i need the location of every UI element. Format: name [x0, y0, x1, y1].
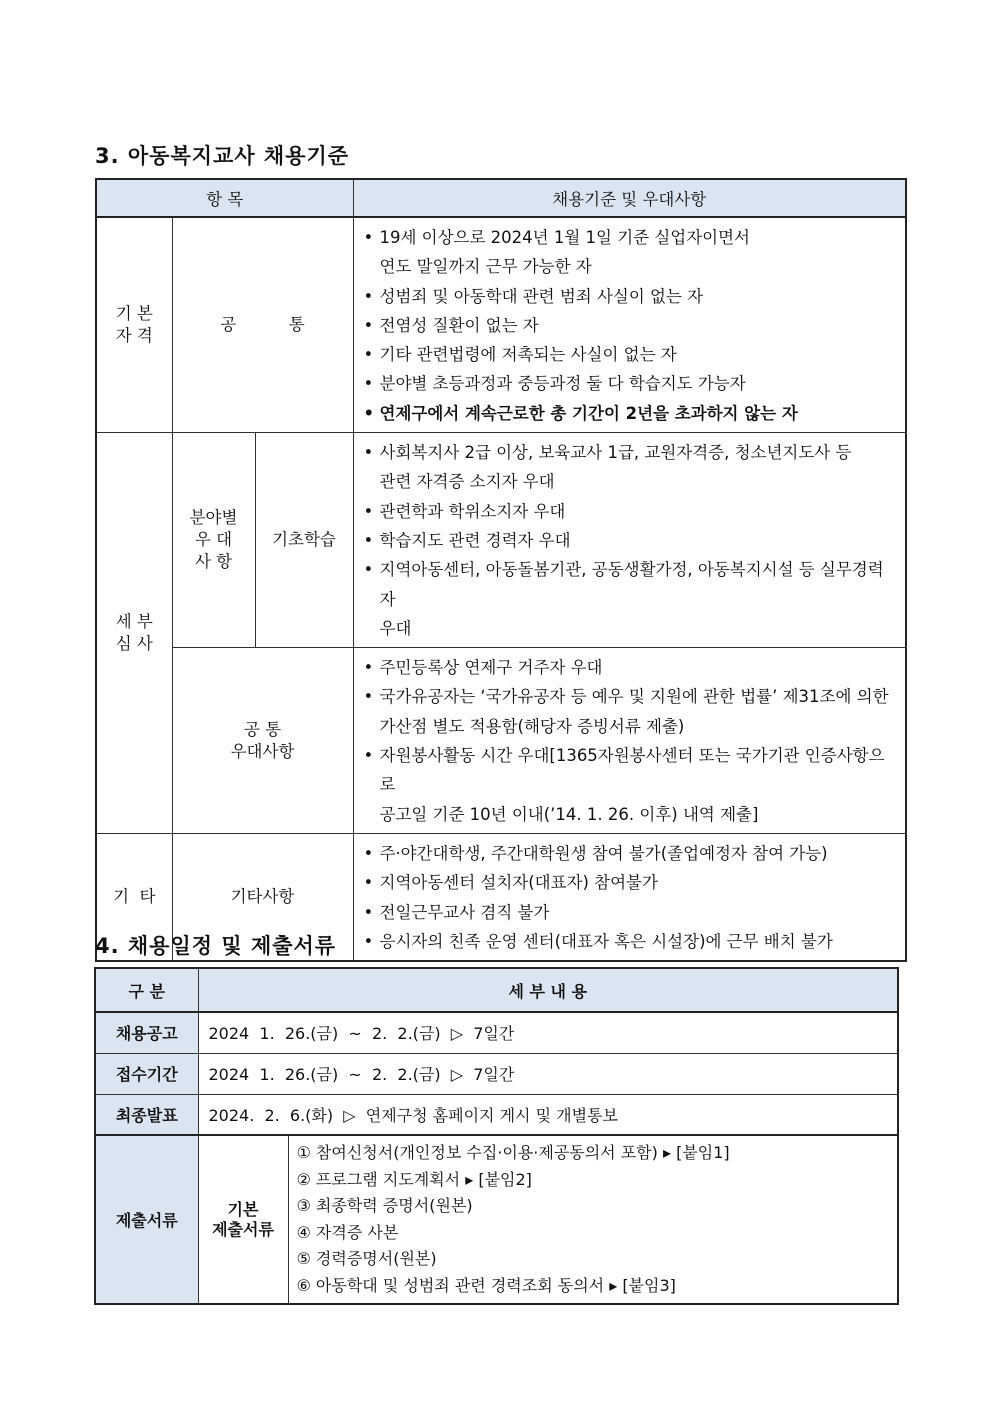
- list-item: • 주·야간대학생, 주간대학원생 참여 불가(졸업예정자 참여 가능): [362, 839, 898, 868]
- schedule-table: [94, 967, 899, 1305]
- doc-item: ④ 자격증 사본: [296, 1222, 399, 1242]
- etc-category: 기 타: [96, 833, 172, 961]
- list-item: • 국가유공자는 ‘국가유공자 등 예우 및 지원에 관한 법률’ 제31조에 의한: [362, 682, 898, 711]
- list-item: • 연제구에서 계속근로한 총 기간이 2년을 초과하지 않는 자: [362, 399, 898, 428]
- row-value: 2024 1. 26.(금) ~ 2. 2.(금) ▷ 7일간: [198, 1012, 898, 1053]
- row-label: 접수기간: [95, 1053, 198, 1094]
- doc-item: ② 프로그램 지도계획서 ▸ [붙임2]: [296, 1169, 532, 1189]
- field-pref-label: 분야별 우 대 사 항: [172, 433, 255, 648]
- list-item: • 사회복지사 2급 이상, 보육교사 1급, 교원자격증, 청소년지도사 등: [362, 438, 898, 467]
- docs-sub: 기본 제출서류: [198, 1135, 288, 1304]
- list-item-continued: 연도 말일까지 근무 가능한 자: [379, 257, 592, 277]
- list-item: • 분야별 초등과정과 중등과정 둘 다 학습지도 가능자: [362, 369, 898, 398]
- row-label: 채용공고: [95, 1012, 198, 1053]
- header-detail: 세 부 내 용: [198, 968, 898, 1012]
- doc-item: ⑤ 경력증명서(원본): [296, 1249, 437, 1268]
- doc-item: ⑥ 아동학대 및 성범죄 관련 경력조회 동의서 ▸ [붙임3]: [296, 1275, 676, 1295]
- common-pref-label: 공 통 우대사항: [172, 648, 353, 834]
- list-item: • 자원봉사활동 시간 우대[1365자원봉사센터 또는 국가기관 인증사항으로: [362, 741, 898, 800]
- list-item: • 기타 관련법령에 저촉되는 사실이 없는 자: [362, 340, 898, 369]
- row-value: 2024 1. 26.(금) ~ 2. 2.(금) ▷ 7일간: [198, 1053, 898, 1094]
- list-item: • 전염성 질환이 없는 자: [362, 311, 898, 340]
- list-item: • 지역아동센터, 아동돌봄기관, 공동생활가정, 아동복지시설 등 실무경력자: [362, 555, 898, 614]
- list-item-continued: 관련 자격증 소지자 우대: [379, 472, 555, 492]
- list-item-continued: 우대: [379, 618, 412, 638]
- common-items: [353, 648, 906, 834]
- basic-items: [353, 217, 906, 433]
- section4-title: 4. 채용일정 및 제출서류: [95, 934, 337, 958]
- header-item: 항 목: [96, 179, 353, 217]
- list-item: • 19세 이상으로 2024년 1월 1일 기준 실업자이면서: [362, 223, 898, 252]
- list-item: • 응시자의 친족 운영 센터(대표자 혹은 시설장)에 근무 배치 불가: [362, 927, 898, 956]
- list-item: • 주민등록상 연제구 거주자 우대: [362, 653, 898, 682]
- header-div: 구 분: [95, 968, 198, 1012]
- field-items: [353, 433, 906, 648]
- field-name: 기초학습: [255, 433, 353, 648]
- basic-sub: 공 통: [172, 217, 353, 433]
- hiring-criteria-table: [95, 178, 907, 962]
- list-item: • 관련학과 학위소지자 우대: [362, 497, 898, 526]
- header-criteria: 채용기준 및 우대사항: [353, 179, 906, 217]
- list-item: • 전일근무교사 겸직 불가: [362, 898, 898, 927]
- row-label: 최종발표: [95, 1094, 198, 1135]
- doc-item: ① 참여신청서(개인정보 수집·이용·제공동의서 포함) ▸ [붙임1]: [296, 1143, 730, 1162]
- list-item-continued: 공고일 기준 10년 이내(’14. 1. 26. 이후) 내역 제출]: [379, 804, 759, 824]
- doc-item: ③ 최종학력 증명서(원본): [296, 1196, 473, 1215]
- docs-list: [288, 1135, 898, 1304]
- etc-items: [353, 833, 906, 961]
- etc-sub: 기타사항: [172, 833, 353, 961]
- list-item: • 학습지도 관련 경력자 우대: [362, 526, 898, 555]
- list-item-continued: 가산점 별도 적용함(해당자 증빙서류 제출): [379, 716, 685, 736]
- list-item: • 성범죄 및 아동학대 관련 범죄 사실이 없는 자: [362, 282, 898, 311]
- detail-category: 세 부 심 사: [96, 433, 172, 834]
- basic-category: 기 본 자 격: [96, 217, 172, 433]
- row-value: 2024. 2. 6.(화) ▷ 연제구청 홈페이지 게시 및 개별통보: [198, 1094, 898, 1135]
- list-item: • 지역아동센터 설치자(대표자) 참여불가: [362, 868, 898, 897]
- docs-label: 제출서류: [95, 1135, 198, 1304]
- section3-title: 3. 아동복지교사 채용기준: [95, 144, 350, 168]
